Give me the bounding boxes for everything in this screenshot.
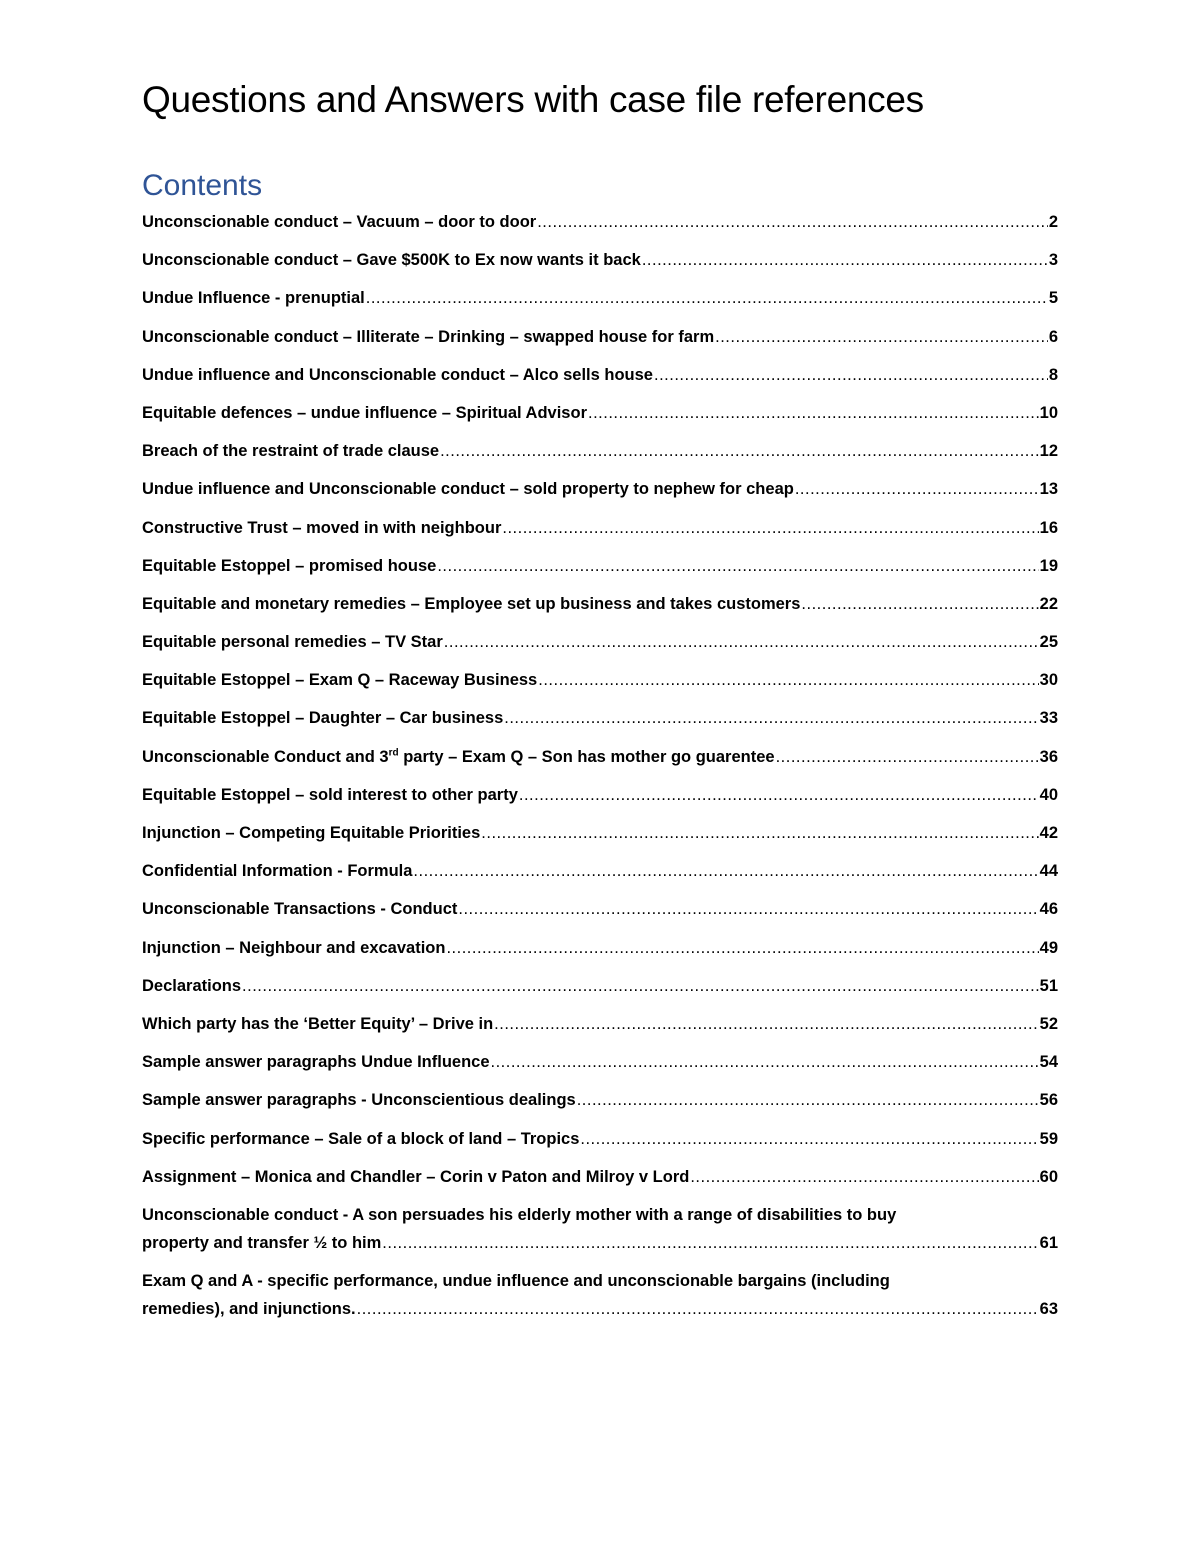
- toc-entry-title: Breach of the restraint of trade clause: [142, 442, 440, 461]
- toc-entry-title: Injunction – Competing Equitable Priorities: [142, 824, 481, 842]
- toc-entry[interactable]: [142, 514, 1058, 542]
- toc-page-number: 12: [1039, 442, 1058, 461]
- toc-entry-title: Declarations: [142, 976, 242, 995]
- toc-entry-title: [142, 743, 775, 771]
- toc-entry-title-continued: remedies), and injunctions.: [142, 1300, 356, 1319]
- toc-page-number: 40: [1039, 785, 1058, 804]
- toc-entry-title: Undue influence and Unconscionable conduct – sold property to nephew for cheap: [142, 480, 794, 499]
- toc-page-number: 49: [1039, 938, 1058, 957]
- toc-entry[interactable]: [142, 1201, 1058, 1257]
- toc-entry[interactable]: [142, 1010, 1058, 1038]
- toc-dot-leader: [357, 1295, 1039, 1323]
- toc-page-number: 5: [1048, 289, 1058, 308]
- toc-dot-leader: [519, 781, 1039, 809]
- toc-entry[interactable]: [142, 743, 1058, 771]
- toc-dot-leader: [458, 895, 1038, 923]
- contents-heading: Contents: [142, 169, 263, 202]
- toc-entry[interactable]: [142, 934, 1058, 962]
- toc-entry[interactable]: [142, 895, 1058, 923]
- toc-dot-leader: [654, 361, 1048, 389]
- toc-entry[interactable]: [142, 1267, 1058, 1323]
- document-page: [142, 78, 1058, 1333]
- toc-entry[interactable]: [142, 284, 1058, 312]
- toc-dot-leader: [446, 934, 1038, 962]
- toc-page-number: 44: [1039, 862, 1058, 881]
- toc-page-number: 22: [1039, 594, 1058, 613]
- toc-entry-title: Assignment – Monica and Chandler – Corin v Paton and Milroy v Lord: [142, 1167, 690, 1186]
- toc-entry-title: Equitable Estoppel – sold interest to other party: [142, 785, 518, 804]
- toc-page-number: 51: [1039, 976, 1058, 995]
- toc-entry-title: Constructive Trust – moved in with neighbour: [142, 518, 502, 537]
- toc-dot-leader: [494, 1010, 1038, 1038]
- toc-entry-title: Undue influence and Unconscionable conduct – Alco sells house: [142, 365, 653, 384]
- toc-dot-leader: [242, 972, 1039, 1000]
- toc-entry[interactable]: [142, 590, 1058, 618]
- toc-entry[interactable]: [142, 972, 1058, 1000]
- toc-entry-title: Specific performance – Sale of a block of land – Tropics: [142, 1129, 580, 1148]
- toc-entry[interactable]: [142, 246, 1058, 274]
- toc-dot-leader: [642, 246, 1048, 274]
- toc-entry-title: Undue Influence - prenuptial: [142, 289, 365, 308]
- toc-entry-title: Injunction – Neighbour and excavation: [142, 938, 446, 957]
- toc-page-number: 59: [1039, 1129, 1058, 1148]
- toc-dot-leader: [690, 1163, 1038, 1191]
- toc-dot-leader: [715, 323, 1048, 351]
- toc-entry-title: Exam Q and A - specific performance, undue influence and unconscionable bargains (including: [142, 1272, 890, 1291]
- toc-page-number: 60: [1039, 1167, 1058, 1186]
- table-of-contents: [142, 208, 1058, 1323]
- toc-entry-title-part: party – Exam Q – Son has mother go guarentee: [398, 747, 775, 766]
- toc-entry-title: Equitable Estoppel – Daughter – Car business: [142, 709, 504, 728]
- toc-entry-title: Sample answer paragraphs Undue Influence: [142, 1053, 490, 1072]
- toc-entry[interactable]: [142, 1163, 1058, 1191]
- toc-dot-leader: [538, 666, 1038, 694]
- toc-entry[interactable]: [142, 1125, 1058, 1153]
- toc-dot-leader: [444, 628, 1039, 656]
- toc-entry-title: Unconscionable conduct – Gave $500K to Ex now wants it back: [142, 251, 641, 270]
- toc-page-number: 8: [1048, 365, 1058, 384]
- toc-entry-title: Equitable Estoppel – Exam Q – Raceway Business: [142, 671, 538, 690]
- toc-dot-leader: [577, 1086, 1039, 1114]
- toc-page-number: 13: [1039, 480, 1058, 499]
- toc-entry-superscript: rd: [388, 747, 399, 759]
- toc-entry[interactable]: [142, 819, 1058, 847]
- toc-page-number: 46: [1039, 900, 1058, 919]
- toc-dot-leader: [502, 514, 1038, 542]
- toc-entry-title: Equitable defences – undue influence – Spiritual Advisor: [142, 403, 587, 422]
- toc-page-number: 54: [1039, 1053, 1058, 1072]
- toc-dot-leader: [504, 704, 1038, 732]
- toc-entry[interactable]: [142, 399, 1058, 427]
- toc-page-number: 33: [1039, 709, 1058, 728]
- toc-entry[interactable]: [142, 475, 1058, 503]
- toc-page-number: 56: [1039, 1091, 1058, 1110]
- toc-dot-leader: [413, 857, 1038, 885]
- toc-entry-title: Which party has the ‘Better Equity’ – Drive in: [142, 1014, 494, 1033]
- toc-dot-leader: [801, 590, 1038, 618]
- toc-page-number: 30: [1039, 671, 1058, 690]
- toc-entry-title: Unconscionable conduct - A son persuades his elderly mother with a range of disabilities to buy: [142, 1205, 897, 1224]
- toc-page-number: 16: [1039, 518, 1058, 537]
- toc-dot-leader: [491, 1048, 1039, 1076]
- toc-entry[interactable]: [142, 1048, 1058, 1076]
- toc-entry[interactable]: [142, 628, 1058, 656]
- toc-entry-title: Unconscionable conduct – Vacuum – door to door: [142, 213, 537, 231]
- toc-dot-leader: [437, 552, 1038, 580]
- toc-page-number: 2: [1048, 213, 1058, 231]
- toc-dot-leader: [580, 1125, 1038, 1153]
- toc-page-number: 10: [1039, 403, 1058, 422]
- toc-page-number: 25: [1039, 633, 1058, 652]
- toc-dot-leader: [795, 475, 1039, 503]
- toc-dot-leader: [440, 437, 1039, 465]
- toc-entry[interactable]: [142, 781, 1058, 809]
- toc-entry[interactable]: [142, 552, 1058, 580]
- toc-page-number: 3: [1048, 251, 1058, 270]
- toc-entry[interactable]: [142, 323, 1058, 351]
- toc-entry[interactable]: [142, 857, 1058, 885]
- toc-entry[interactable]: [142, 1086, 1058, 1114]
- toc-entry-title: Equitable and monetary remedies – Employee set up business and takes customers: [142, 594, 801, 613]
- toc-page-number: 61: [1039, 1233, 1058, 1252]
- toc-dot-leader: [481, 819, 1038, 847]
- toc-dot-leader: [776, 743, 1039, 771]
- toc-page-number: 63: [1039, 1300, 1058, 1319]
- toc-entry-title: Confidential Information - Formula: [142, 862, 413, 881]
- toc-entry-title-continued: property and transfer ½ to him: [142, 1233, 382, 1252]
- toc-entry-continuation: [142, 1295, 1058, 1323]
- toc-page-number: 42: [1039, 824, 1058, 842]
- toc-entry-title: Sample answer paragraphs - Unconscientious dealings: [142, 1091, 576, 1110]
- toc-entry[interactable]: [142, 704, 1058, 732]
- toc-page-number: 6: [1048, 327, 1058, 346]
- toc-entry[interactable]: [142, 361, 1058, 389]
- toc-entry-continuation: [142, 1229, 1058, 1257]
- toc-dot-leader: [366, 284, 1048, 312]
- toc-entry-title-part: Unconscionable Conduct and 3: [142, 747, 389, 766]
- toc-page-number: 36: [1039, 747, 1058, 766]
- document-title: Questions and Answers with case file references: [142, 79, 924, 120]
- toc-entry-title: Equitable Estoppel – promised house: [142, 556, 437, 575]
- toc-page-number: 19: [1039, 556, 1058, 575]
- toc-entry[interactable]: [142, 437, 1058, 465]
- toc-entry-title: Unconscionable conduct – Illiterate – Drinking – swapped house for farm: [142, 327, 715, 346]
- toc-dot-leader: [382, 1229, 1038, 1257]
- toc-dot-leader: [588, 399, 1039, 427]
- toc-dot-leader: [537, 208, 1048, 236]
- toc-page-number: 52: [1039, 1014, 1058, 1033]
- toc-entry[interactable]: [142, 208, 1058, 236]
- toc-entry-title: Equitable personal remedies – TV Star: [142, 633, 443, 652]
- toc-entry-title: Unconscionable Transactions - Conduct: [142, 900, 458, 919]
- toc-entry[interactable]: [142, 666, 1058, 694]
